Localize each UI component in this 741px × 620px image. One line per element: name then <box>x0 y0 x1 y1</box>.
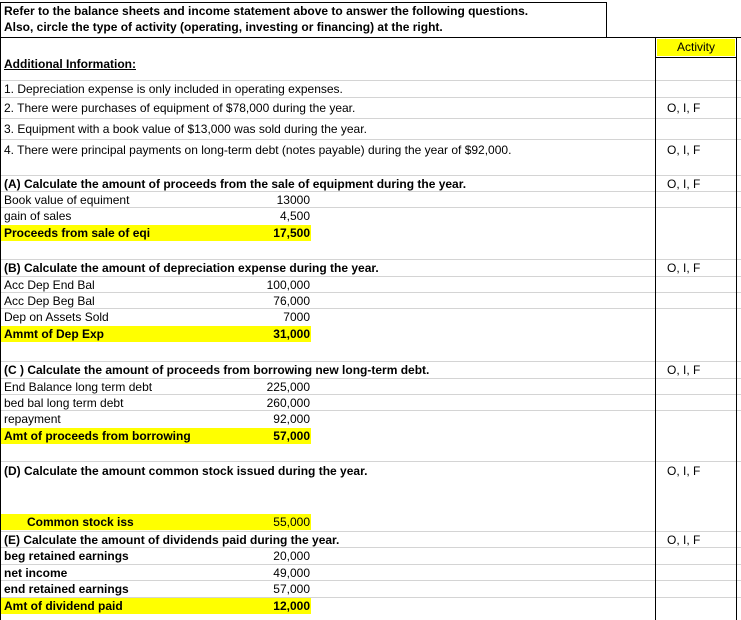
activity-choice-debt-repayment[interactable]: O, I, F <box>667 143 701 157</box>
additional-info-title: Additional Information: <box>4 57 136 71</box>
section-c-value: 92,000 <box>273 412 310 426</box>
section-a-total-value: 17,500 <box>273 226 310 240</box>
section-c-label: bed bal long term debt <box>4 396 124 410</box>
section-b-title: (B) Calculate the amount of depreciation expense during the year. <box>4 261 379 275</box>
section-b-total-label: Ammt of Dep Exp <box>4 327 105 341</box>
section-e-title: (E) Calculate the amount of dividends paid during the year. <box>4 533 340 547</box>
additional-info-item: 3. Equipment with a book value of $13,000 was sold during the year. <box>4 122 367 136</box>
section-c-title: (C ) Calculate the amount of proceeds from borrowing new long-term debt. <box>4 363 430 377</box>
section-a-label: Book value of equiment <box>4 193 130 207</box>
activity-choice-d[interactable]: O, I, F <box>667 464 701 478</box>
section-e-total-value: 12,000 <box>273 599 310 613</box>
section-e-value: 49,000 <box>273 566 310 580</box>
section-e-total-label: Amt of dividend paid <box>4 599 123 613</box>
section-d-total-label: Common stock iss <box>27 515 134 529</box>
section-a-label: gain of sales <box>4 209 72 223</box>
section-e-label: end retained earnings <box>4 582 129 596</box>
section-a-value: 13000 <box>276 193 310 207</box>
section-d-total-value: 55,000 <box>273 515 310 529</box>
section-e-value: 57,000 <box>273 582 310 596</box>
section-b-label: Acc Dep Beg Bal <box>4 294 95 308</box>
section-c-total-value: 57,000 <box>273 429 310 443</box>
section-c-total-label: Amt of proceeds from borrowing <box>4 429 191 443</box>
activity-choice-b[interactable]: O, I, F <box>667 261 701 275</box>
activity-choice-equipment-purchase[interactable]: O, I, F <box>667 101 701 115</box>
section-c-label: repayment <box>4 412 61 426</box>
activity-choice-e[interactable]: O, I, F <box>667 533 701 547</box>
section-a-total-label: Proceeds from sale of eqi <box>4 226 151 240</box>
section-c-value: 260,000 <box>266 396 310 410</box>
section-a-value: 4,500 <box>279 209 310 223</box>
section-b-value: 100,000 <box>266 278 310 292</box>
activity-header: Activity <box>676 40 715 54</box>
section-c-label: End Balance long term debt <box>4 380 153 394</box>
section-e-label: beg retained earnings <box>4 549 129 563</box>
section-b-total-value: 31,000 <box>273 327 310 341</box>
section-b-label: Dep on Assets Sold <box>4 310 109 324</box>
activity-choice-a[interactable]: O, I, F <box>667 177 701 191</box>
additional-info-item: 4. There were principal payments on long-term debt (notes payable) during the year of $92,000. <box>4 143 512 157</box>
section-e-value: 20,000 <box>273 549 310 563</box>
section-c-value: 225,000 <box>266 380 310 394</box>
instructions-line-2: Also, circle the type of activity (operating, investing or financing) at the right. <box>4 20 443 34</box>
section-e-label: net income <box>4 566 68 580</box>
section-d-title: (D) Calculate the amount common stock issued during the year. <box>4 464 368 478</box>
section-a-title: (A) Calculate the amount of proceeds from the sale of equipment during the year. <box>4 177 467 191</box>
additional-info-item: 1. Depreciation expense is only included in operating expenses. <box>4 82 343 96</box>
activity-header-cell <box>657 39 735 56</box>
additional-info-item: 2. There were purchases of equipment of $78,000 during the year. <box>4 101 356 115</box>
section-b-value: 76,000 <box>273 294 310 308</box>
section-b-value: 7000 <box>283 310 310 324</box>
section-b-label: Acc Dep End Bal <box>4 278 95 292</box>
activity-choice-c[interactable]: O, I, F <box>667 363 701 377</box>
instructions-line-1: Refer to the balance sheets and income statement above to answer the following questions. <box>4 4 529 18</box>
